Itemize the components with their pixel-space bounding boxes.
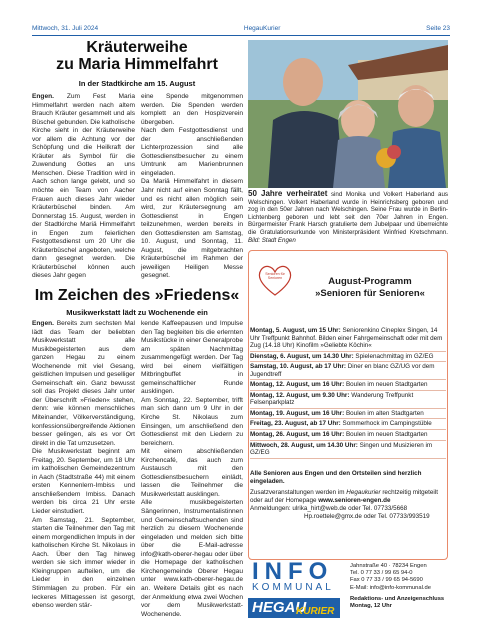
deadline-value: Montag, 12 Uhr	[350, 603, 392, 610]
logo-kommunal-text: KOMMUNAL	[252, 582, 334, 593]
list-item	[250, 326, 446, 352]
item-what: Sommerhock im Campingstüble	[340, 420, 432, 428]
caption-lead: 50 Jahre verheiratet	[248, 189, 328, 198]
senioren-logo	[256, 262, 294, 298]
senioren-logo-text: Senioren für Senioren	[265, 272, 285, 281]
article1-col1-text: Zum Fest Maria Himmelfahrt werden nach altem Brauch Kräuter gesammelt und als Büschel gebunden. Die katholische Kirche sieht in der Kräuterweihe vor allem die Achtung vor der Schöpfung und die Heilkraft der Kräuter als Symbol für die Zuwendung Gottes an uns Menschen. Diese Tradition wird in Aach schon lange gelebt, und so möchte ein Team von Aacher Frauen auch dieses Jahr wieder Kräuterbüschel binden. Am Donnerstag 15. August, werden in der Stadtkirche Mariä Himmelfahrt in Engen zum feierlichen Festgottesdienst um 20 Uhr die Kräuterbüschel angeboten, welche dann gesegnet werden. Die Kräuterbüschel können auch dieses Jahr gegen	[32, 93, 136, 280]
couple-photo-illustration	[248, 40, 448, 188]
item-what: Boulen im neuen Stadtgarten	[344, 431, 428, 439]
info-kommunal-box	[248, 558, 448, 630]
article2-lead: Engen.	[32, 320, 54, 327]
list-item	[250, 441, 446, 459]
program-list	[250, 326, 446, 459]
article1-col1	[32, 93, 135, 281]
item-when: Montag, 12. August, um 16 Uhr:	[250, 381, 345, 389]
item-what: Boulen im neuen Stadtgarten	[344, 381, 428, 389]
header-rule	[32, 35, 450, 36]
deadline-label: Redaktions- und Anzeigenschluss	[350, 595, 445, 602]
program-contact-2: Hp.roettele@gmx.de oder Tel. 07733/993519	[304, 512, 430, 520]
item-what: Wanderung Treffpunkt Felsenparkplatz	[250, 391, 414, 407]
article2-col2: kende Kaffeepausen und Impulse den Tag begleiten bis die erlernten Musikstücke in einer Generalprobe am späten Nachmittag zusammengefügt werden. Der Tag wird bei einem vielfältigen Mitbringbuffet in gemeinschaftlicher Runde ausklingen. Am Sonntag, 22. September, trifft man sich dann um 9 Uhr in der Kirche St. Nikolaus zum Einsingen, um anschließend den Gottesdienst mit den Liedern zu bereichern. Mit einem abschließenden Kirchencafé, das auch zum Austausch mit den Gottesdienstbesuchern einlädt, lassen die Teilnehmer die Musikwerkstatt ausklingen. Alle musikbegeisterten Sängerinnen, Instrumentalistinnen und Gemeinschaftsuchenden sind herzlich zu diesem Wochenende eingeladen und melden sich bitte über die E-Mail-adresse info@kath-oberer-hegau oder über die Homepage der katholischen Kirchengemeinde Oberer Hegau unter www.kath-oberer-hegau.de an. Weitere Details gibt es nach der Anmeldung etwa zwei Wochen vor dem Musikwerkstatt-Wochenende.	[141, 320, 243, 618]
info-kommunal-logo	[248, 558, 344, 630]
article2-subtitle: Musikwerkstatt lädt zu Wochenende ein	[66, 308, 208, 317]
program-note	[250, 470, 446, 521]
program-note-invite: Alle Senioren aus Engen und den Ortsteilen sind herzlich eingeladen.	[250, 470, 422, 485]
fax-line: Fax 0 77 33 / 99 65 94-5690	[350, 577, 423, 584]
article1-subtitle: In der Stadtkirche am 15. August	[78, 79, 196, 88]
list-item	[250, 391, 446, 409]
item-what: Spielenachmittag im GZ/EG	[353, 352, 434, 360]
note-homepage-link[interactable]: www.senioren-engen.de	[318, 496, 391, 504]
page-header	[32, 23, 450, 35]
list-item	[250, 352, 446, 363]
item-when: Montag, 26. August, um 16 Uhr:	[250, 431, 345, 439]
logo-brand	[248, 598, 340, 618]
header-date: Mittwoch, 31. Juli 2024	[32, 25, 99, 32]
article1-title-line2: zu Maria Himmelfahrt	[56, 55, 218, 73]
email-line: E-Mail: info@info-kommunal.de	[350, 584, 431, 591]
logo-brand-kurier: KURIER	[296, 606, 335, 617]
program-note-extra	[250, 489, 446, 504]
item-when: Samstag, 10. August, ab 17 Uhr:	[250, 363, 346, 371]
article2-title: Im Zeichen des »Friedens«	[34, 287, 240, 304]
caption-credit: Bild: Stadt Engen	[248, 236, 296, 244]
header-paper: HegauKurier	[243, 25, 281, 32]
couple-photo	[248, 40, 448, 188]
photo-caption	[248, 190, 448, 244]
list-item	[250, 430, 446, 441]
program-title-line2: »Senioren für Senioren«	[315, 288, 425, 299]
article1-col2: eine Spende mitgenommen werden. Die Spenden werden komplett an den Hospizverein übergeben. Nach dem Festgottesdienst und der anschließenden Lichterprozession sind alle Gottesdienstbesucher zu einem Umtrunk am Marienbrunnen eingeladen. Da Mariä Himmelfahrt in diesem Jahr nicht auf einen Sonntag fällt, und es nicht allen möglich sein wird, zur Kräutersegnung am Gottesdienst in Engen teilzunehmen, werden bereits in den Gottesdiensten am Samstag, 10. August, und Sonntag, 11. August, die mitgebrachten Kräuterbüschel im Rahmen der jeweiligen Heiligen Messe gesegnet.	[141, 93, 243, 280]
program-title	[300, 276, 440, 300]
item-what: Singen und Musizieren im GZ/EG	[250, 441, 433, 457]
header-page: Seite 23	[426, 25, 450, 32]
item-when: Montag, 19. August, um 16 Uhr:	[250, 409, 345, 417]
logo-info-text: INFO	[252, 558, 334, 585]
item-when: Dienstag, 6. August, um 14.30 Uhr:	[250, 352, 354, 360]
program-title-line1: August-Programm	[328, 276, 412, 287]
item-what: Seniorenkino Cineplex Singen, 14 Uhr Treffpunkt Bahnhof. Bilden einer Fahrgemeinschaft oder mit dem Zug (14.18 Uhr) Kinofilm »Geliebte Köchin«	[250, 327, 443, 350]
item-what: Diner en blanc GZ/UG vor dem Jugendtreff	[250, 363, 435, 378]
item-when: Mittwoch, 28. August, um 14.30 Uhr:	[250, 441, 358, 449]
article2-col1	[32, 320, 135, 611]
logo-brand-hegau: HEGAU	[252, 599, 307, 616]
program-contact-1: Anmeldungen: ulrika_hirt@web.de oder Tel. 07733/5668	[250, 505, 408, 513]
item-when: Freitag, 23. August, ab 17 Uhr:	[250, 420, 341, 428]
article1-title-line1: Kräuterweihe	[86, 39, 188, 56]
list-item	[250, 362, 446, 380]
list-item	[250, 409, 446, 420]
info-kommunal-address	[350, 563, 448, 610]
item-when: Montag, 5. August, um 15 Uhr:	[250, 327, 341, 334]
article2-col1-text: Bereits zum sechsten Mal lädt das Team der beliebten Musikwerkstatt alle Musikbegeisterten aus dem ganzen Hegau zu einem Wochenende mit viel Gesang, geistlichen Impulsen und geselliger Gemeinschaft ein. Ganz bewusst soll das Projekt dieses Jahr unter der Überschrift »Frieden« stehen, denn: wie können menschliches Miteinander, Völkerverständigung, konfessionsübergreifende Aktionen besser gelingen, als es vor Ort direkt in die Tat umzusetzen. Die Musikwerkstatt beginnt am Freitag, 20. September, um 18 Uhr im katholischen Gemeindezentrum in Aach (Stadtstraße 44) mit einem ersten Kennenlern-Imbiss und anschließendem Imbiss. Danach werden bis circa 21 Uhr erste Lieder einstudiert. Am Samstag, 21. September, starten die Teilnehmer den Tag mit einem morgendlichen Impuls in der katholischen Kirche St. Nikolaus in Aach. Über den Tag hinweg werden sie sich immer wieder in Kleingruppen aufteilen, um die Lieder in den einzelnen Stimmlagen zu proben. Für ein leckeres Mittagessen ist gesorgt, ebenso werden stär-	[32, 320, 135, 610]
caption-text: sind Monika und Volkert Haberland aus Welschingen. Volkert Haberland wurde in Heinrichsberg geboren und zog in den 50er Jahren nach Welschingen. Seine Frau wurde in Berlin-Lichtenberg geboren und lebt seit den 70er Jahren in Engen. Bürgermeister Frank Harsch gratulierte dem Jubelpaar und überreichte die Gratulationsurkunde von Ministerpräsident Winfried Kretschmann.	[248, 191, 448, 236]
item-when: Montag, 12. August, um 9.30 Uhr:	[250, 391, 350, 399]
phone-line: Tel. 0 77 33 / 99 65 94-0	[350, 570, 413, 577]
list-item	[250, 419, 446, 430]
address-line: Jahnstraße 40 · 78234 Engen	[350, 563, 427, 569]
list-item	[250, 380, 446, 391]
note-text-a: Zusatzveranstaltungen werden im	[250, 489, 347, 497]
note-text-b: rechtzeitig mitgeteilt oder auf der Homepage	[250, 489, 438, 504]
item-what: Boulen im alten Stadtgarten	[344, 409, 424, 417]
article1-title	[32, 40, 242, 74]
note-paper-name: Hegaukurier	[346, 489, 381, 497]
article1-lead: Engen.	[32, 93, 54, 100]
